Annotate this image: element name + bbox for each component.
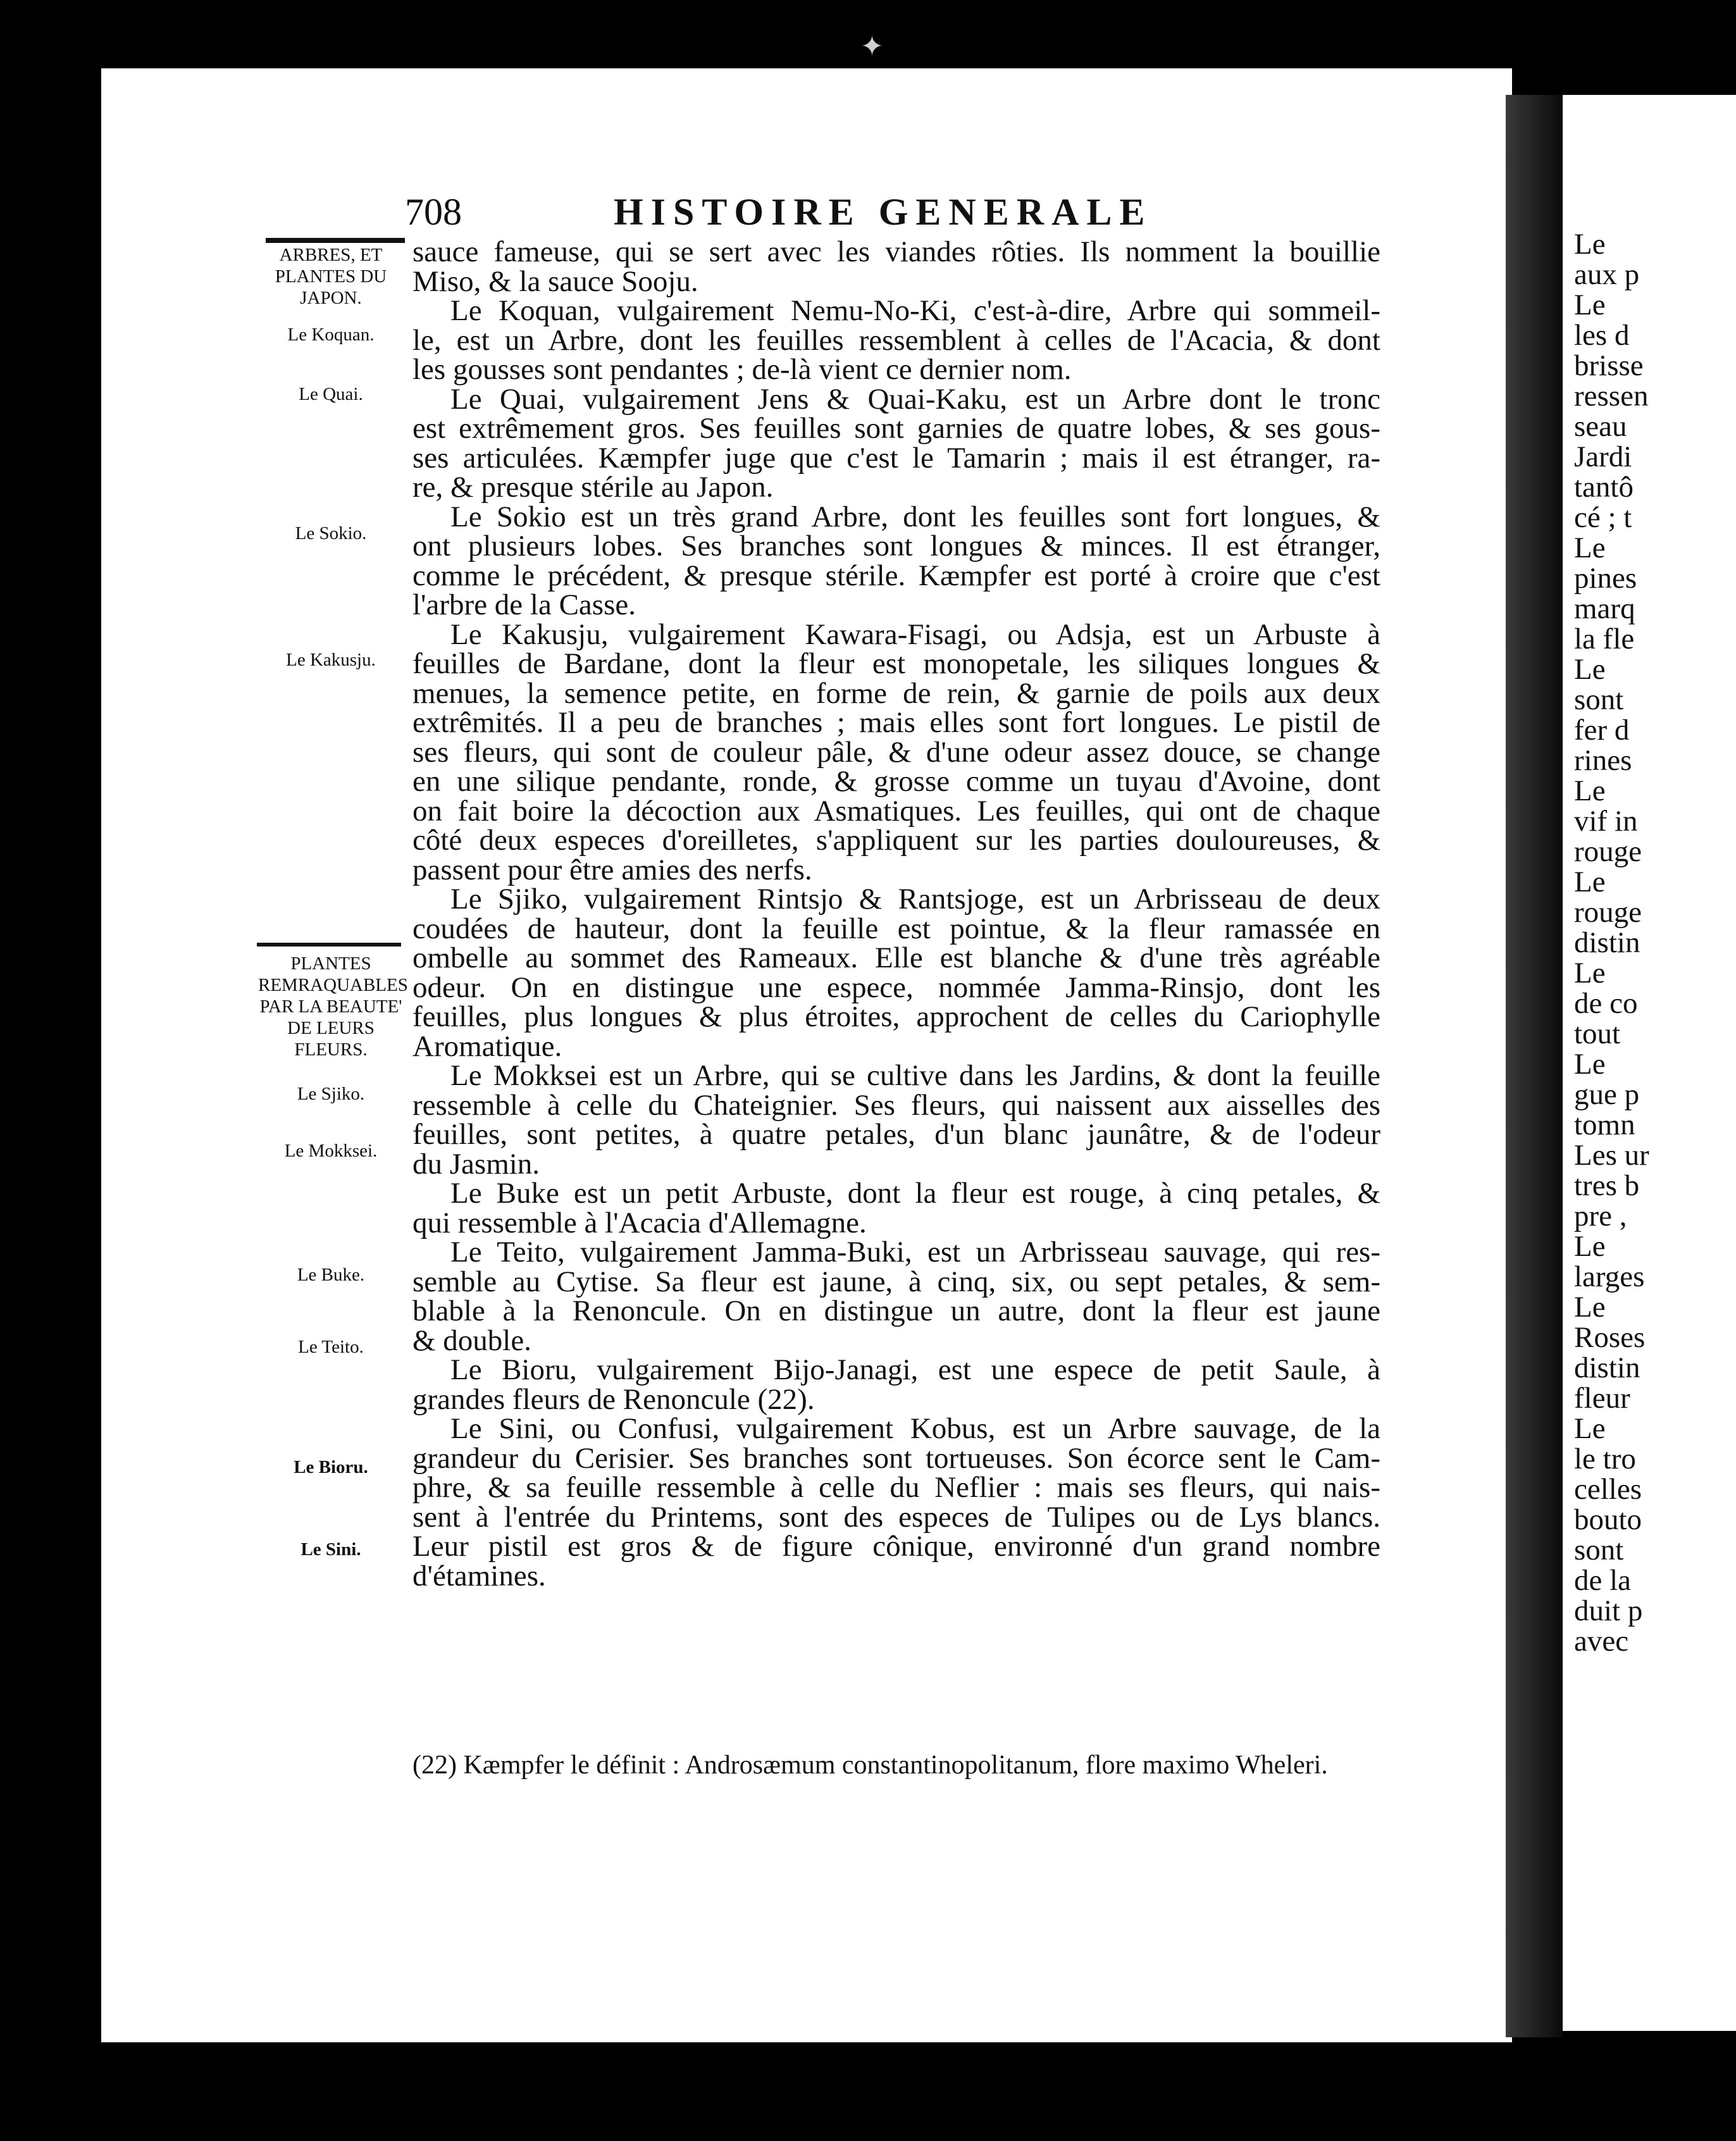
facing-page-line: de co [1574, 987, 1638, 1020]
text-line: ressemble à celle du Chateignier. Ses fleurs, qui naissent aux aisselles des [412, 1088, 1380, 1122]
facing-page-line: Le [1574, 1230, 1606, 1263]
facing-page-line: Le [1574, 1412, 1606, 1445]
text-line: en une silique pendante, ronde, & grosse comme un tuyau d'Avoine, dont [412, 765, 1380, 798]
marginal-note: Le Teito. [298, 1337, 364, 1357]
facing-page-line: duit p [1574, 1594, 1643, 1627]
text-line: côté deux especes d'oreilletes, s'appliquent sur les parties douloureuses, & [412, 824, 1380, 857]
facing-page-line: seau [1574, 410, 1627, 443]
facing-page-line: marq [1574, 592, 1635, 625]
facing-page-line: rines [1574, 744, 1632, 777]
text-line: phre, & sa feuille ressemble à celle du Neflier : mais ses fleurs, qui nais- [412, 1471, 1380, 1504]
facing-page-line: Le [1574, 653, 1606, 686]
text-line: Le Koquan, vulgairement Nemu-No-Ki, c'est-à-dire, Arbre qui sommeil- [450, 294, 1380, 327]
marginal-note: Le Sini. [301, 1539, 361, 1560]
facing-page [1563, 95, 1736, 2031]
text-line: qui ressemble à l'Acacia d'Allemagne. [412, 1206, 867, 1239]
facing-page-line: rouge [1574, 896, 1642, 929]
facing-page-line: les d [1574, 319, 1630, 352]
facing-page-line: Le [1574, 1291, 1606, 1324]
text-line: Leur pistil est gros & de figure cônique, environné d'un grand nombre [412, 1530, 1380, 1563]
facing-page-line: avec [1574, 1625, 1629, 1658]
facing-page-line: tantô [1574, 471, 1634, 504]
facing-page-line: Le [1574, 531, 1606, 564]
text-line: Le Kakusju, vulgairement Kawara-Fisagi, ou Adsja, est un Arbuste à [450, 617, 1380, 651]
text-line: grandes fleurs de Renoncule (22). [412, 1382, 815, 1416]
text-line: Le Teito, vulgairement Jamma-Buki, est un Arbrisseau sauvage, qui res- [450, 1236, 1380, 1269]
facing-page-line: ressen [1574, 380, 1649, 413]
facing-page-line: Le [1574, 1048, 1606, 1081]
facing-page-line: Le [1574, 289, 1606, 321]
facing-page-line: bouto [1574, 1503, 1642, 1536]
facing-page-line: distin [1574, 1351, 1640, 1384]
facing-page-line: tres b [1574, 1169, 1640, 1202]
facing-page-line: Jardi [1574, 440, 1632, 473]
gutter-shadow [1506, 95, 1563, 2037]
text-line: le, est un Arbre, dont les feuilles ressemblent à celles de l'Acacia, & dont [412, 323, 1380, 357]
text-line: du Jasmin. [412, 1147, 540, 1181]
text-line: Le Quai, vulgairement Jens & Quai-Kaku, est un Arbre dont le tronc [450, 382, 1380, 416]
facing-page-line: larges [1574, 1260, 1645, 1293]
text-line: sauce fameuse, qui se sert avec les viandes rôties. Ils nomment la bouillie [412, 235, 1380, 268]
text-line: odeur. On en distingue une espece, nommée Jamma-Rinsjo, dont les [412, 971, 1380, 1004]
section-marginal-heading: ARBRES, ET PLANTES DU JAPON. [275, 245, 387, 308]
facing-page-line: celles [1574, 1473, 1642, 1506]
facing-page-line: pines [1574, 562, 1637, 595]
marginal-note: Le Buke. [297, 1265, 365, 1285]
facing-page-line: le tro [1574, 1443, 1636, 1475]
section-marginal-heading: PLANTES REMRAQUABLES PAR LA BEAUTE' DE LEURS FLEURS. [258, 953, 408, 1060]
facing-page-line: tomn [1574, 1108, 1635, 1141]
marginal-note: Le Quai. [299, 384, 363, 404]
facing-page-line: pre , [1574, 1200, 1627, 1232]
text-line: sent à l'entrée du Printems, sont des especes de Tulipes ou de Lys blancs. [412, 1500, 1380, 1534]
text-line: passent pour être amies des nerfs. [412, 853, 812, 886]
text-line: ses articulées. Kæmpfer juge que c'est le Tamarin ; mais il est étranger, ra- [412, 441, 1380, 475]
text-line: re, & presque stérile au Japon. [412, 471, 774, 504]
facing-page-line: Les ur [1574, 1139, 1649, 1172]
margin-rule [257, 943, 401, 946]
facing-page-line: sont [1574, 683, 1624, 716]
text-line: coudées de hauteur, dont la feuille est pointue, & la fleur ramassée en [412, 912, 1380, 945]
facing-page-line: Roses [1574, 1321, 1646, 1354]
running-title: HISTOIRE GENERALE [614, 191, 1153, 233]
text-line: Le Buke est un petit Arbuste, dont la fleur est rouge, à cinq petales, & [450, 1177, 1380, 1210]
text-line: d'étamines. [412, 1559, 546, 1592]
text-line: Aromatique. [412, 1029, 562, 1063]
text-line: Le Sjiko, vulgairement Rintsjo & Rantsjoge, est un Arbrisseau de deux [450, 883, 1380, 915]
facing-page-line: gue p [1574, 1078, 1640, 1111]
marginal-note: Le Kakusju. [286, 650, 376, 670]
facing-page-line: sont [1574, 1534, 1624, 1567]
facing-page-line: Le [1574, 866, 1606, 898]
text-line: & double. [412, 1324, 531, 1357]
text-line: ses fleurs, qui sont de couleur pâle, & d'une odeur assez douce, se change [412, 735, 1380, 769]
facing-page-line: fleur [1574, 1382, 1630, 1415]
text-line: Miso, & la sauce Sooju. [412, 264, 698, 298]
marginal-note: Le Sokio. [295, 523, 367, 543]
margin-rule [266, 238, 405, 243]
facing-page-line: rouge [1574, 835, 1642, 868]
text-line: l'arbre de la Casse. [412, 588, 636, 621]
facing-page-line: distin [1574, 926, 1640, 959]
smudge-mark: ✦ [860, 31, 884, 62]
marginal-note: Le Koquan. [287, 325, 375, 345]
facing-page-line: Le [1574, 957, 1606, 990]
text-line: grandeur du Cerisier. Ses branches sont tortueuses. Son écorce sent le Cam- [412, 1441, 1380, 1475]
text-line: feuilles, plus longues & plus étroites, approchent de celles du Cariophylle [412, 1000, 1380, 1033]
text-line: les gousses sont pendantes ; de-là vient ce dernier nom. [412, 353, 1072, 386]
facing-page-line: la fle [1574, 623, 1635, 655]
facing-page-line: de la [1574, 1564, 1632, 1597]
text-line: Le Sini, ou Confusi, vulgairement Kobus, est un Arbre sauvage, de la [450, 1412, 1380, 1445]
text-line: ombelle au sommet des Rameaux. Elle est blanche & d'une très agréable [412, 941, 1380, 974]
page-number: 708 [405, 191, 462, 233]
text-line: menues, la semence petite, en forme de rein, & garnie de poils aux deux [412, 676, 1380, 710]
text-line: comme le précédent, & presque stérile. Kæmpfer est porté à croire que c'est [412, 559, 1380, 592]
text-line: feuilles, sont petites, à quatre petales, d'un blanc jaunâtre, & de l'odeur [412, 1118, 1380, 1151]
text-line: est extrêmement gros. Ses feuilles sont garnies de quatre lobes, & ses gous- [412, 412, 1380, 445]
facing-page-line: brisse [1574, 349, 1644, 382]
text-line: semble au Cytise. Sa fleur est jaune, à cinq, six, ou sept petales, & sem- [412, 1265, 1380, 1298]
text-line: extrêmités. Il a peu de branches ; mais elles sont fort longues. Le pistil de [412, 706, 1380, 739]
marginal-note: Le Sjiko. [297, 1084, 365, 1104]
marginal-note: Le Mokksei. [284, 1141, 378, 1161]
text-line: Le Sokio est un très grand Arbre, dont les feuilles sont fort longues, & [450, 500, 1380, 533]
footnote: (22) Kæmpfer le définit : Androsæmum constantinopolitanum, flore maximo Wheleri. [412, 1751, 1328, 1780]
facing-page-line: cé ; t [1574, 501, 1632, 534]
text-line: ont plusieurs lobes. Ses branches sont longues & minces. Il est étranger, [412, 530, 1380, 562]
marginal-note: Le Bioru. [294, 1457, 368, 1477]
facing-page-line: tout [1574, 1017, 1621, 1050]
facing-page-line: Le [1574, 774, 1606, 807]
facing-page-line: vif in [1574, 805, 1638, 838]
facing-page-line: fer d [1574, 714, 1630, 747]
text-line: feuilles de Bardane, dont la fleur est monopetale, les siliques longues & [412, 647, 1380, 680]
text-line: Le Bioru, vulgairement Bijo-Janagi, est une espece de petit Saule, à [450, 1353, 1380, 1386]
text-line: Le Mokksei est un Arbre, qui se cultive dans les Jardins, & dont la feuille [450, 1059, 1380, 1092]
facing-page-line: Le [1574, 228, 1606, 261]
facing-page-line: aux p [1574, 258, 1640, 291]
text-line: blable à la Renoncule. On en distingue un autre, dont la fleur est jaune [412, 1294, 1380, 1327]
text-line: on fait boire la décoction aux Asmatiques. Les feuilles, qui ont de chaque [412, 794, 1380, 828]
